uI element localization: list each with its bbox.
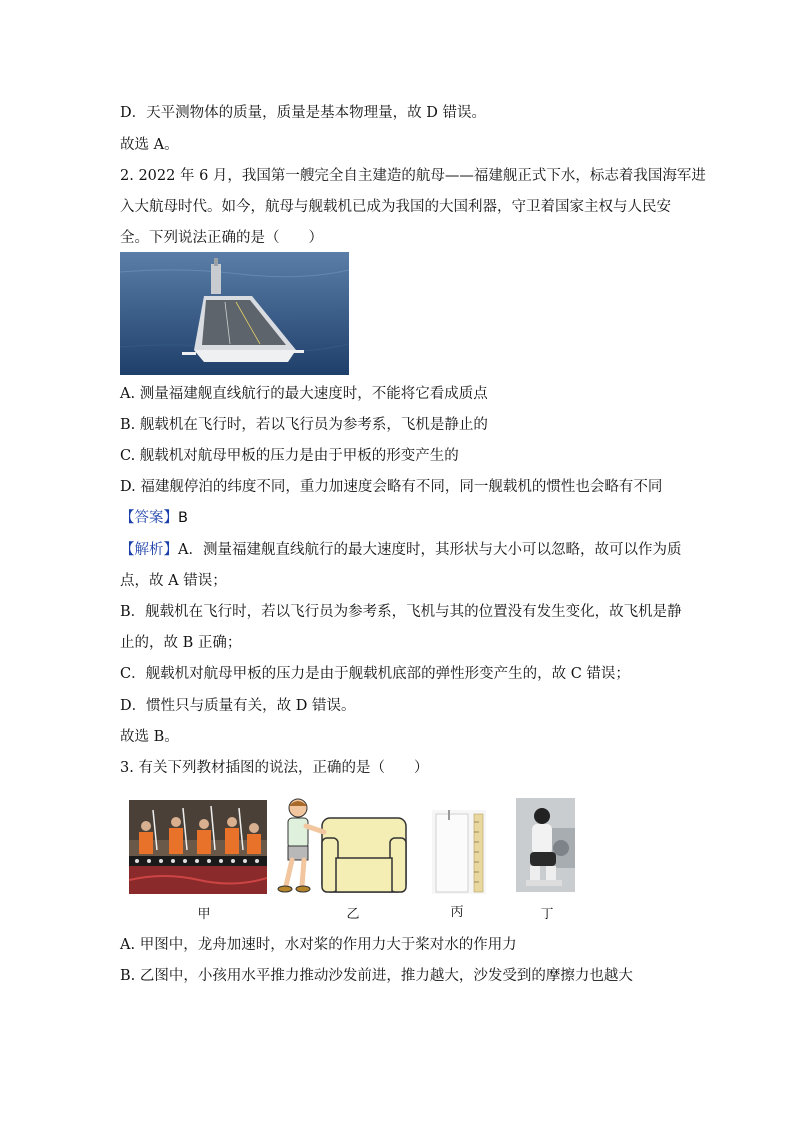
person-scale-photo <box>516 798 575 892</box>
q2-analysis-line-2: 点，故 A 错误； <box>120 573 227 589</box>
q3-option-a: A. 甲图中，龙舟加速时，水对桨的作用力大于桨对水的作用力 <box>120 937 517 953</box>
answer-label: 【答案】 <box>120 510 178 526</box>
q3-option-b: B. 乙图中，小孩用水平推力推动沙发前进，推力越大，沙发受到的摩擦力也越大 <box>120 968 633 984</box>
carrier-photo <box>120 252 349 375</box>
caption-ding: 丁 <box>540 907 554 922</box>
ruler-photo <box>432 810 486 894</box>
caption-jia: 甲 <box>197 907 211 922</box>
prev-option-d: D．天平测物体的质量，质量是基本物理量，故 D 错误。 <box>120 105 486 121</box>
q3-stem: 3. 有关下列教材插图的说法，正确的是（ ） <box>120 760 429 776</box>
q2-option-a: A. 测量福建舰直线航行的最大速度时，不能将它看成质点 <box>120 386 488 402</box>
child-sofa-illustration <box>276 798 412 896</box>
q2-option-b: B. 舰载机在飞行时，若以飞行员为参考系，飞机是静止的 <box>120 417 488 433</box>
dragon-boat-photo <box>129 800 267 894</box>
q2-analysis-line-1 <box>120 540 681 560</box>
q2-analysis-line-5: C．舰载机对航母甲板的压力是由于舰载机底部的弹性形变产生的，故 C 错误； <box>120 666 630 682</box>
answer-value: B <box>178 510 188 526</box>
q2-analysis-line-4: 止的，故 B 正确； <box>120 635 242 651</box>
q2-stem-line-3: 全。下列说法正确的是（ ） <box>120 230 323 246</box>
q2-answer <box>120 508 188 528</box>
q2-stem-line-1: 2. 2022 年 6 月，我国第一艘完全自主建造的航母——福建舰正式下水，标志着我国海军进 <box>120 168 706 184</box>
q2-conclusion: 故选 B。 <box>120 729 179 745</box>
prev-conclusion: 故选 A。 <box>120 137 179 153</box>
caption-yi: 乙 <box>346 907 360 922</box>
q2-option-d: D. 福建舰停泊的纬度不同，重力加速度会略有不同，同一舰载机的惯性也会略有不同 <box>120 479 663 495</box>
q2-analysis-line-3: B．舰载机在飞行时，若以飞行员为参考系，飞机与其的位置没有发生变化，故飞机是静 <box>120 604 682 620</box>
q2-option-c: C. 舰载机对航母甲板的压力是由于甲板的形变产生的 <box>120 448 459 464</box>
caption-bing: 丙 <box>450 905 464 920</box>
q2-stem-line-2: 入大航母时代。如今，航母与舰载机已成为我国的大国利器，守卫着国家主权与人民安 <box>120 199 671 215</box>
analysis-label: 【解析】 <box>120 542 178 558</box>
q2-analysis-line-6: D．惯性只与质量有关，故 D 错误。 <box>120 698 356 714</box>
analysis-text: A．测量福建舰直线航行的最大速度时，其形状与大小可以忽略，故可以作为质 <box>178 542 682 558</box>
